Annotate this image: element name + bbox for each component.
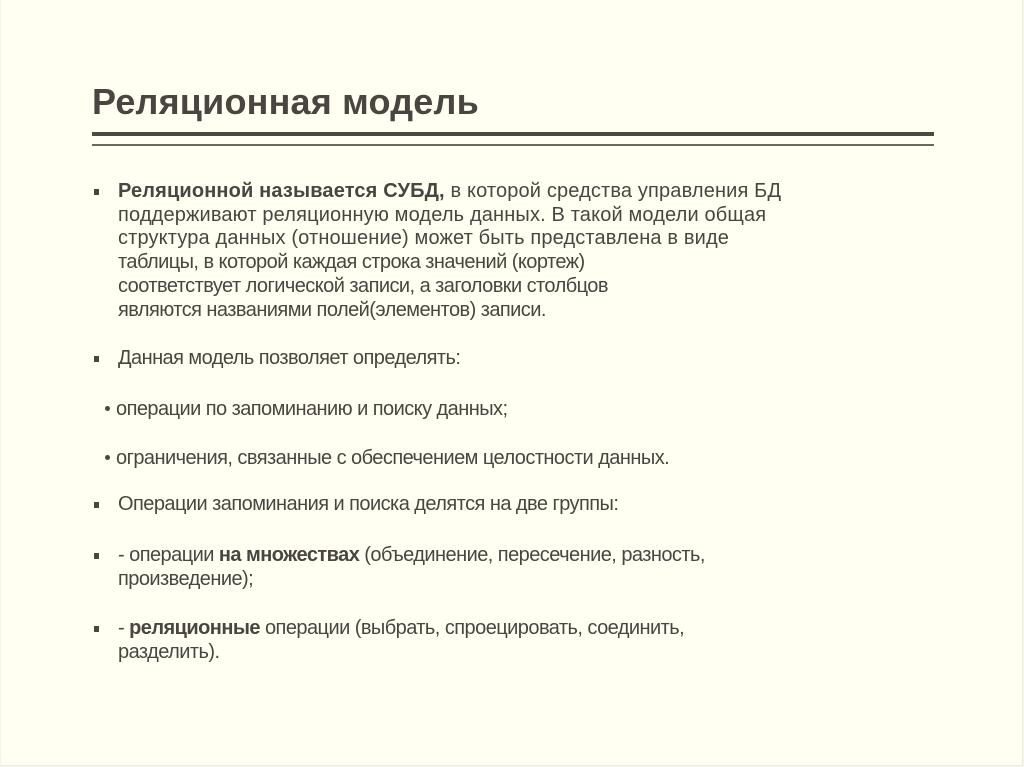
bullet-relational-operations (118, 617, 938, 664)
bullet-set-operations (118, 544, 938, 591)
set-ops-prefix: - операции (118, 544, 219, 566)
slide (1, 0, 1023, 766)
square-bullet-icon (94, 189, 99, 195)
definition-line-6: являются названиями полей(элементов) записи. (118, 298, 546, 321)
definition-bold-lead: Реляционной называется СУБД, (118, 180, 445, 202)
definition-line-4: таблицы, в которой каждая строка значений (кортеж) (118, 251, 585, 274)
bullet-two-groups (118, 493, 938, 517)
dot-bullet-icon (105, 455, 110, 460)
bullet-text: Операции запоминания и поиска делятся на две группы: (118, 493, 619, 515)
rel-ops-bold: реляционные (129, 617, 260, 639)
set-ops-suffix: (объединение, пересечение, разность, (359, 544, 705, 566)
title-divider-thick (92, 132, 934, 136)
rel-ops-prefix: - (118, 617, 130, 639)
set-ops-line-2: произведение); (118, 567, 254, 590)
dot-bullet-icon (105, 406, 110, 411)
slide-title: Реляционная модель (92, 81, 479, 122)
title-divider-thin (92, 144, 934, 146)
definition-line-5: соответствует логической записи, а заголовки столбцов (118, 274, 608, 297)
sub-bullet-integrity-constraints (105, 446, 925, 470)
square-bullet-icon (94, 502, 99, 508)
bullet-model-allows (118, 347, 938, 371)
sub-bullet-storage-search-ops (105, 397, 925, 421)
definition-text: в которой средства управления БД (444, 180, 782, 202)
bullet-text: Данная модель позволяет определять: (118, 347, 461, 369)
rel-ops-suffix: операции (выбрать, спроецировать, соединить, (259, 617, 685, 639)
sub-bullet-text: операции по запоминанию и поиску данных; (116, 398, 508, 420)
square-bullet-icon (94, 626, 99, 632)
set-ops-bold: на множествах (218, 544, 360, 566)
square-bullet-icon (94, 356, 99, 362)
square-bullet-icon (94, 553, 99, 559)
definition-line-1 (118, 180, 938, 204)
rel-ops-line-2: разделить). (118, 640, 220, 663)
definition-line-2: поддерживают реляционную модель данных. В такой модели общая (118, 203, 767, 226)
sub-bullet-text: ограничения, связанные с обеспечением целостности данных. (116, 447, 670, 469)
rel-ops-line-1 (118, 617, 938, 641)
definition-line-3: структура данных (отношение) может быть представлена в виде (118, 227, 730, 250)
bullet-relational-dbms-definition (118, 180, 938, 322)
set-ops-line-1 (118, 544, 938, 568)
